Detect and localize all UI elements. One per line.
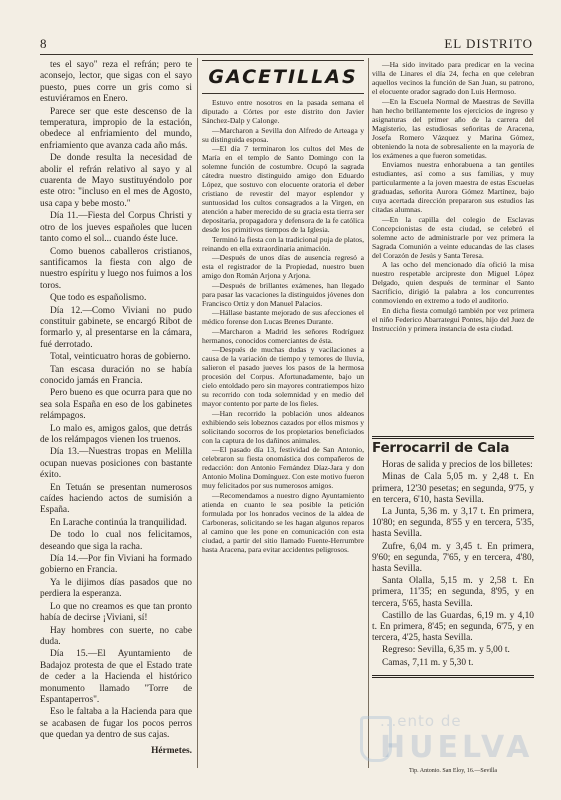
chronicle-paragraph: Día 13.—Nuestras tropas en Melilla ocupan nuevas posiciones con bastante éxito. <box>40 447 192 481</box>
gacetilla-item: —Después de muchas dudas y vacilaciones a causa de la variación de tiempo y temores de lluvia, salieron el pasado jueves los pasos de la hermosa procesión del Corpus. Afortunadamente, bajo un cielo entoldado pero sin mayores contratiempos hizo su recorrido con toda solemnidad y en medio del mayor contento por parte de los fieles. <box>202 345 364 408</box>
timetable-entries <box>372 460 534 669</box>
chronicle-paragraph: Tan escasa duración no se había conocido jamás en Francia. <box>40 364 192 386</box>
news-item: —En la capilla del colegio de Esclavas Concepcionistas de esta ciudad, se celebró el solemne acto de administrarle por vez primera la Sagrada Comunión a veinte educandas de las clases del Corazón de Jesús y Santa Teresa. <box>372 214 534 260</box>
page-header <box>40 36 533 52</box>
chronicle-paragraph: Total, veinticuatro horas de gobierno. <box>50 352 191 363</box>
timetable-entry: La Junta, 5,36 m. y 3,17 t. En primera, 10'80; en segunda, 8'55 y en tercera, 5'35, hasta Sevilla. <box>372 507 534 540</box>
gacetilla-item: Terminó la fiesta con la tradicional puja de platos, reinando en ella extraordinaria animación. <box>202 234 364 253</box>
chronicle-paragraph: Que todo es españolismo. <box>50 293 147 304</box>
news-item: A las ocho del mencionado día ofició la misa nuestro respetable arcipreste don Miguel López Delgado, quien después de terminar el Santo Sacrificio, dirigió la palabra a los concurrentes conmoviendo en extremo a todo el auditorio. <box>372 260 534 305</box>
printer-imprint: Tip. Antonio. San Eloy, 16.—Sevilla <box>408 768 498 774</box>
column-divider <box>368 58 369 768</box>
gacetilla-item: —Marcharon a Madrid les señores Rodríguez hermanos, conocidos comerciantes de ésta. <box>202 326 364 345</box>
gacetilla-item: —Recomendamos a nuestro digno Ayuntamiento atienda en cuanto le sea posible la petición formulada por los honrados vecinos de la aldea de Carboneras, solicitando se les hagan algunos reparos al camino que les pone en comunicación con esta ciudad, a partir del sitio llamado Fuente-Herrumbre hasta Aracena, para evitar accidentes peligrosos. <box>202 490 364 554</box>
chronicle-paragraph: Como buenos caballeros cristianos, santificamos la fiesta con algo de nuestro espíritu y luego nos fuimos a los toros. <box>40 246 192 291</box>
timetable-entry: Camas, 7,11 m. y 5,30 t. <box>382 657 474 668</box>
chronicle-paragraph: De todo lo cual nos felicitamos, deseando que siga la racha. <box>40 530 192 552</box>
gacetillas-paragraphs <box>202 98 364 554</box>
chronicle-paragraph: Día 15.—El Ayuntamiento de Badajoz protesta de que el Estado trate de ceder a la Hacienda el histórico monumento llamado "Torre de Espantaperros". <box>40 649 192 705</box>
chronicle-paragraph: Día 12.—Como Viviani no pudo constituir gabinete, se encargó Ribot de formarlo y, al presentarse en la cámara, fué derrotado. <box>40 305 192 350</box>
column-gacetillas <box>202 60 364 780</box>
gacetilla-item: —Han recorrido la población unos aldeanos exhibiendo seis lobeznos cazados por ellos mismos y solicitando socorros de los propietarios beneficiados con la captura de los dañinos animales. <box>202 408 364 445</box>
timetable-entry: Minas de Cala 5,05 m. y 2,48 t. En primera, 12'30 pesetas; en segunda, 9'75, y en tercera, 6'10, hasta Sevilla. <box>372 472 534 505</box>
timetable-entry: Regreso: Sevilla, 6,35 m. y 5,00 t. <box>382 645 510 656</box>
railway-timetable <box>372 436 534 764</box>
chronicle-paragraph: Ya le dijimos días pasados que no perdiera la esperanza. <box>40 577 192 600</box>
publication-title: EL DISTRITO <box>444 36 533 51</box>
chronicle-paragraph: Día 14.—Por fin Viviani ha formado gobierno en Francia. <box>40 554 192 576</box>
watermark-line-1: ...ento de <box>380 712 462 730</box>
box-top-rule <box>372 436 534 439</box>
news-item: Enviamos nuestra enhorabuena a tan gentiles estudiantes, así como a sus familias, y muy particularmente a la joven maestra de estas Escuelas graduadas, señorita Aurora Gómez Martínez, bajo cuya acertada dirección prepararon sus estudios las citadas alumnas. <box>372 160 534 214</box>
chronicle-paragraph: De donde resulta la necesidad de abolir el refrán relativo al sayo y al cuarenta de Mayo sustituyéndolo por este otro: "incluso en el mes de Agosto, usa capa y bebe mosto." <box>40 153 192 209</box>
header-rule <box>40 54 533 55</box>
chronicle-paragraph: Pero bueno es que ocurra para que no sea sola España en eso de los gabinetes relámpagos. <box>40 388 192 422</box>
gacetilla-item: —Marcharon a Sevilla don Alfredo de Arteaga y su distinguida esposa. <box>202 125 364 144</box>
timetable-title: Ferrocarril de Cala <box>372 440 510 456</box>
timetable-entry: Horas de salida y precios de los billetes: <box>382 460 533 471</box>
chronicle-paragraph: En Tetuán se presentan numerosos caídes haciendo actos de sumisión a España. <box>40 482 192 516</box>
timetable-entry: Castillo de las Guardas, 6,19 m. y 4,10 t. En primera, 8'45; en segunda, 6'75, y en tercera, 4'25, hasta Sevilla. <box>372 610 534 644</box>
watermark-shield-icon <box>360 716 392 762</box>
chronicle-paragraph: Hay hombres con suerte, no cabe duda. <box>40 625 192 647</box>
news-item: —Ha sido invitado para predicar en la vecina villa de Linares el día 24, fecha en que celebran aquellos vecinos la función de San Juan, su patrono, el elocuente orador sagrado don Luis Hermoso. <box>372 60 534 96</box>
section-heading-box <box>202 60 364 94</box>
chronicle-paragraph: Lo que no creamos es que tan pronto había de decirse ¡Viviani, sí! <box>40 601 192 624</box>
chronicle-paragraph: tes el sayo" reza el refrán; pero te aconsejo, lector, que sigas con el sayo puesto, pues corre un gris como si estuviéramos en Enero. <box>40 60 192 105</box>
news-item: —En la Escuela Normal de Maestras de Sevilla han hecho brillantemente los ejercicios de ingreso y asignaturas del primer año de la carrera del Magisterio, las estudiosas señoritas de Aracena, Josefa Romero Vázquez y Marina Gómez, obteniendo la nota de sobresaliente en la mayoría de los exámenes a que fueron sometidas. <box>372 96 534 160</box>
gacetilla-item: —El pasado día 13, festividad de San Antonio, celebraron su fiesta onomástica dos compañeros de redacción: don Antonio Fernández Díaz-Jara y don Antonio Molina Domínguez. Con este motivo fueron muy felicitados por sus numerosos amigos. <box>202 445 364 490</box>
timetable-entry: Zufre, 6,04 m. y 3,45 t. En primera, 9'60; en segunda, 7'65, y en tercera, 4'80, hasta Sevilla. <box>372 541 534 575</box>
column-divider <box>197 58 198 768</box>
news-paragraphs <box>372 60 534 333</box>
chronicle-paragraph: Parece ser que este descenso de la temperatura, impropio de la estación, obedece al enfriamiento del mundo, enfriamiento que avanza cada año más. <box>40 106 192 151</box>
gacetilla-item: —Después de brillantes exámenes, han llegado para pasar las vacaciones la distinguidos jóvenes don Francisco Ortiz y don Manuel Palacios. <box>202 280 364 308</box>
box-bottom-rule <box>372 675 534 678</box>
page-number: 8 <box>40 36 47 51</box>
chronicle-paragraph: Día 11.—Fiesta del Corpus Christi y otro de los jueves españoles que lucen tanto como el sol... cuando éste luce. <box>40 211 192 245</box>
gacetilla-item: Estuvo entre nosotros en la pasada semana el diputado a Córtes por este distrito don Javier Sánchez-Dalp y Calonge. <box>202 98 364 125</box>
author-signature: Hérmetes. <box>151 745 192 756</box>
column-news <box>372 60 534 430</box>
gacetilla-item: —El día 7 terminaron los cultos del Mes de María en el templo de Santo Domingo con la solemne función de costumbre. Ocupó la sagrada cátedra nuestro distinguido amigo don Eduardo López, que sostuvo con elocuente oratoria el deber cristiano de revestir del mayor esplendor y suntuosidad los cultos consagrados a la Virgen, en atención a haber merecido de su gracia esta tierra ser depositaria, propagadora y defensora de la fe católica desde los primitivos tiempos de la Iglesia. <box>202 144 364 234</box>
chronicle-paragraph: Eso le faltaba a la Hacienda para que se acabasen de fugar los pocos perros que quedan ya dentro de sus cajas. <box>40 707 192 741</box>
chronicle-paragraph: Lo malo es, amigos galos, que detrás de los relámpagos vienen los truenos. <box>40 423 192 445</box>
news-item: En dicha fiesta comulgó también por vez primera el niño Federico Abarrategui Pontes, hijo del Juez de Instrucción y primera instancia de esta ciudad. <box>372 305 534 333</box>
gacetilla-item: —Después de unos días de ausencia regresó a esta el registrador de la Propiedad, nuestro buen amigo don Román Arjona y Arjona. <box>202 253 364 280</box>
section-heading: GACETILLAS <box>208 65 358 88</box>
timetable-entry: Santa Olalla, 5,15 m. y 2,58 t. En primera, 11'35; en segunda, 8'95, y en tercera, 5'65, hasta Sevilla. <box>372 576 534 609</box>
chronicle-paragraph: En Larache continúa la tranquilidad. <box>50 517 187 528</box>
watermark-line-2: HUELVA <box>380 730 534 765</box>
gacetilla-item: —Hállase bastante mejorado de sus afecciones el médico forense don Lucas Brenes Durante. <box>202 308 364 326</box>
chronicle-paragraphs <box>40 60 192 742</box>
column-chronicle <box>40 60 192 780</box>
